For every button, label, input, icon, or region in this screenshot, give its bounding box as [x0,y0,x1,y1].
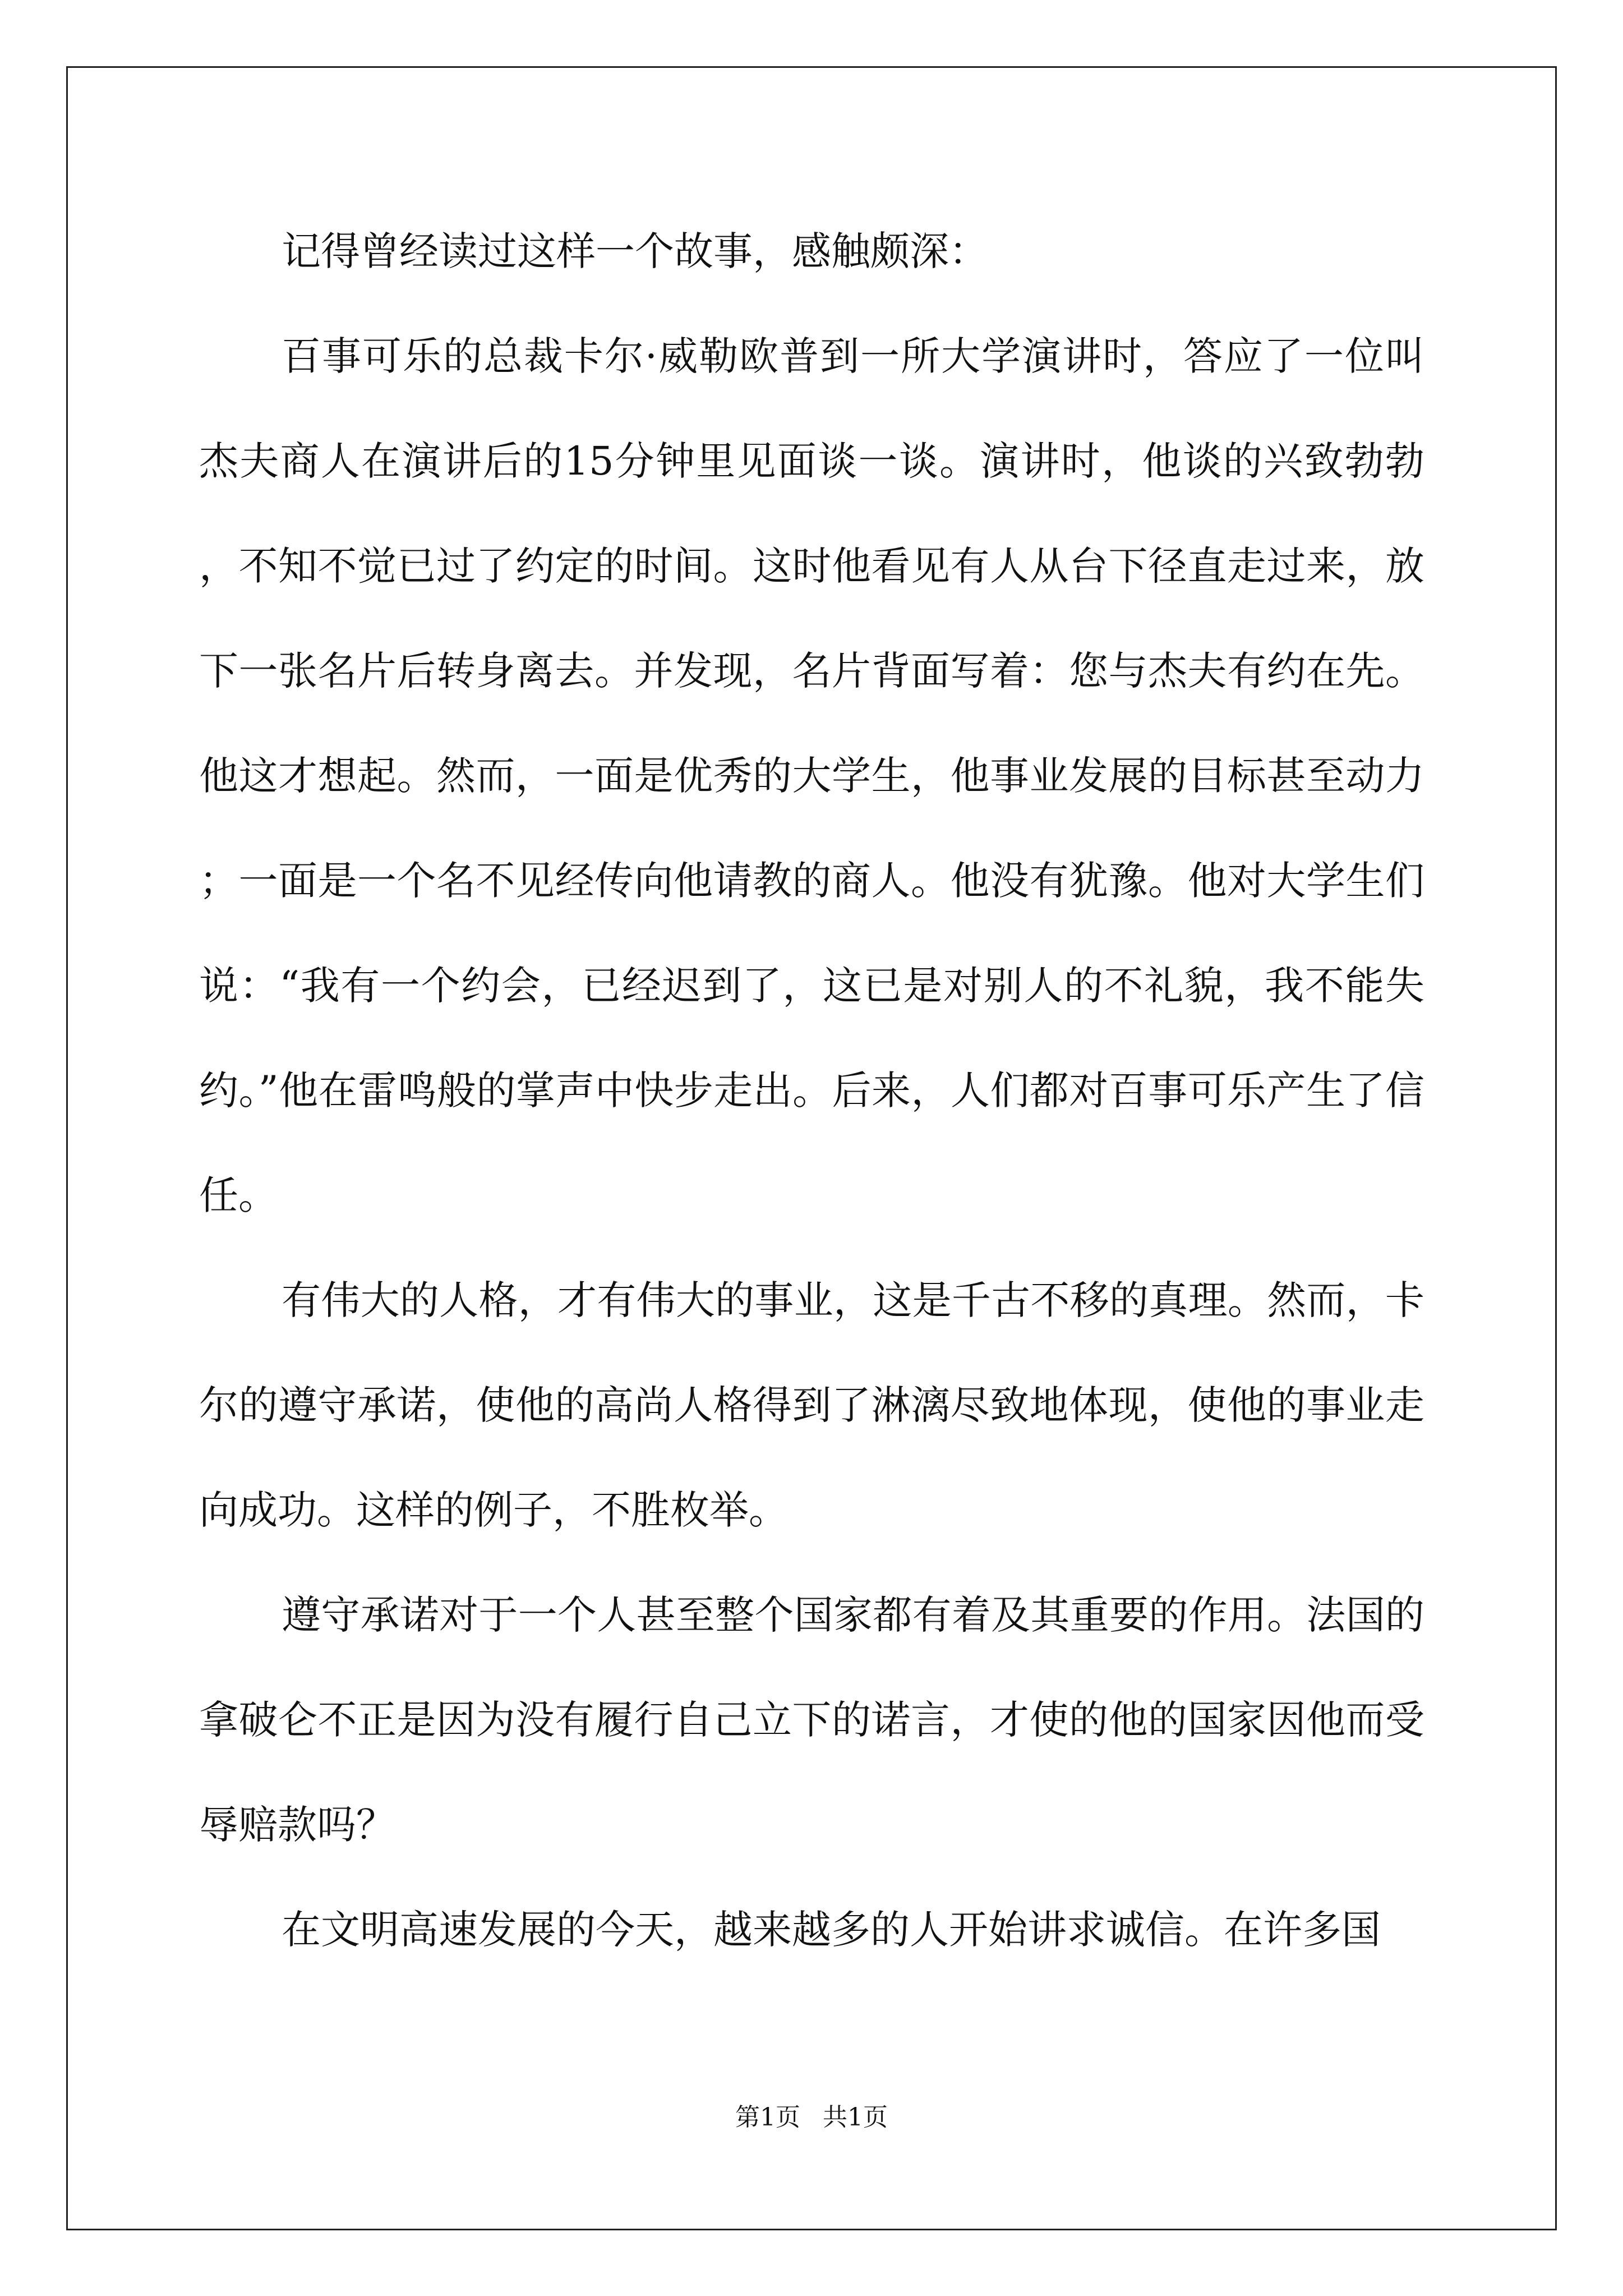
paragraph-1: 记得曾经读过这样一个故事，感触颇深： [282,228,988,274]
page-total: 共1页 [823,2103,888,2132]
paragraph-5: 在文明高速发展的今天，越来越多的人开始讲求诚信。在许多国 [282,1907,1381,1953]
paragraph-2: 百事可乐的总裁卡尔·威勒欧普到一所大学演讲时，答应了一位叫杰夫商人在演讲后的15分钟里见面谈一谈。演讲时，他谈的兴致勃勃，不知不觉已过了约定的时间。这时他看见有人从台下径直走过来，放下一张名片后转身离去。并发现，名片背面写着：您与杰夫有约在先。他这才想起。然而，一面是优秀的大学生，他事业发展的目标甚至动力；一面是一个名不见经传向他请教的商人。他没有犹豫。他对大学生们说：“我有一个约会，已经迟到了，这已是对别人的不礼貌，我不能失约。”他在雷鸣般的掌声中快步走出。后来，人们都对百事可乐产生了信任。 [199,333,1424,1218]
page-number: 第1页 [735,2103,800,2132]
page-footer [0,2097,1623,2133]
paragraph-4: 遵守承诺对于一个人甚至整个国家都有着及其重要的作用。法国的拿破仑不正是因为没有履行自己立下的诺言，才使的他的国家因他而受辱赔款吗？ [199,1592,1424,1848]
paragraph-3: 有伟大的人格，才有伟大的事业，这是千古不移的真理。然而，卡尔的遵守承诺，使他的高尚人格得到了淋漓尽致地体现，使他的事业走向成功。这样的例子，不胜枚举。 [199,1277,1424,1533]
document-body [199,199,1424,1982]
